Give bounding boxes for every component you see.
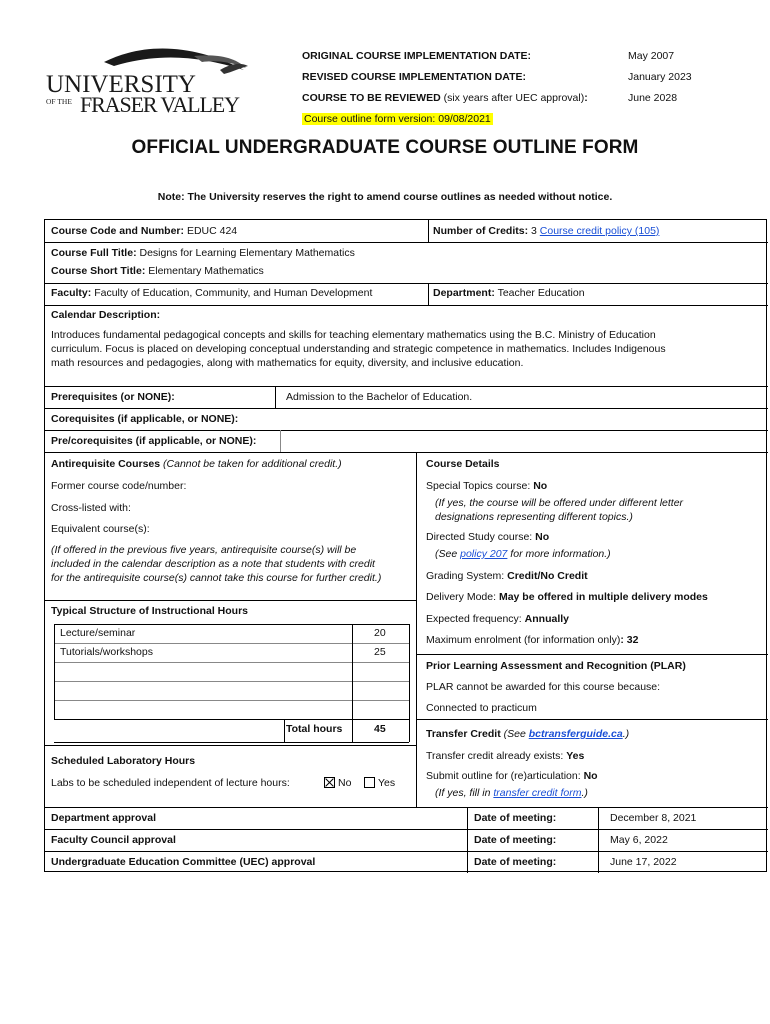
short-title-value: Elementary Mathematics xyxy=(148,265,264,277)
implementation-dates xyxy=(302,50,742,125)
total-hours-value: 45 xyxy=(374,723,386,735)
short-title-label: Course Short Title: xyxy=(51,265,146,277)
course-code-value: EDUC 424 xyxy=(186,225,238,237)
course-code-label: Course Code and Number: xyxy=(51,225,185,237)
grading-system xyxy=(426,570,588,583)
antireq-note-line: (If offered in the previous five years, antirequisite course(s) will be xyxy=(51,544,357,556)
special-topics-value: No xyxy=(533,480,548,492)
grading-value: Credit/No Credit xyxy=(507,570,588,582)
note-text: .) xyxy=(622,728,630,740)
antireq-note-line: for the antirequisite course(s) cannot take this course for further credit.) xyxy=(51,572,382,584)
transfer-exists-value: Yes xyxy=(566,750,585,762)
lab-hours-heading: Scheduled Laboratory Hours xyxy=(51,755,196,767)
page-title: OFFICIAL UNDERGRADUATE COURSE OUTLINE FORM xyxy=(131,137,639,158)
approval-date: May 6, 2022 xyxy=(610,834,668,846)
calendar-description-line: Introduces fundamental pedagogical concepts and skills for teaching elementary mathematics using the B.C. Ministry of Education xyxy=(51,329,656,341)
submit-label: Submit outline for (re)articulation: xyxy=(426,770,581,782)
special-topics xyxy=(426,480,547,493)
faculty xyxy=(51,287,372,300)
faculty-value: Faculty of Education, Community, and Human Development xyxy=(94,287,373,299)
total-hours-label: Total hours xyxy=(286,723,343,735)
approval-date-label: Date of meeting: xyxy=(474,834,557,846)
department-label: Department: xyxy=(433,287,495,299)
approval-date: June 17, 2022 xyxy=(610,856,677,868)
approval-label: Department approval xyxy=(51,812,157,824)
notice: Note: The University reserves the right to amend course outlines as needed without notice. xyxy=(157,191,613,203)
transfer-heading-label: Transfer Credit xyxy=(426,728,501,740)
transfer-credit-form-link[interactable]: transfer credit form xyxy=(493,787,582,799)
cross-listed-label: Cross-listed with: xyxy=(51,502,131,514)
submit-rearticulation xyxy=(426,770,598,783)
date-value: January 2023 xyxy=(628,71,692,83)
logo-text-university: UNIVERSITY xyxy=(46,71,196,98)
logo-text-fraser-valley: FRASER VALLEY xyxy=(80,92,240,117)
plar-heading: Prior Learning Assessment and Recognition (PLAR) xyxy=(426,660,686,672)
expected-frequency xyxy=(426,613,569,626)
note-text: .) xyxy=(581,787,588,799)
approval-label: Undergraduate Education Committee (UEC) approval xyxy=(51,856,316,868)
antireq-heading-label: Antirequisite Courses xyxy=(51,458,161,470)
course-outline-form xyxy=(44,219,767,872)
enrolment-value: : 32 xyxy=(620,634,639,646)
delivery-label: Delivery Mode: xyxy=(426,591,497,603)
instructional-hours-table xyxy=(54,624,409,744)
delivery-value: May be offered in multiple delivery modes xyxy=(498,591,708,603)
calendar-description-line: curriculum. Focus is placed on developing conceptual understanding and strategic competence in mathematics. Includes Indigenous xyxy=(51,343,666,355)
date-label-main: COURSE TO BE REVIEWED xyxy=(302,92,441,104)
grading-label: Grading System: xyxy=(426,570,505,582)
frequency-value: Annually xyxy=(524,613,569,625)
prerequisites-value: Admission to the Bachelor of Education. xyxy=(286,391,473,403)
plar-reason: Connected to practicum xyxy=(426,702,537,714)
date-label-suffix: : xyxy=(584,92,588,104)
maximum-enrolment xyxy=(426,634,638,647)
credits-value: 3 xyxy=(531,225,537,237)
form-version: Course outline form version: 09/08/2021 xyxy=(304,113,491,125)
credits-label: Number of Credits: xyxy=(433,225,529,237)
date-label-note: (six years after UEC approval) xyxy=(440,92,585,104)
antireq-note-line: included in the calendar description as a note that students with credit xyxy=(51,558,375,570)
faculty-label: Faculty: xyxy=(51,287,92,299)
full-title-value: Designs for Learning Elementary Mathematics xyxy=(139,247,355,259)
submit-value: No xyxy=(583,770,598,782)
unchecked-checkbox-icon[interactable] xyxy=(364,777,375,788)
antirequisite-heading xyxy=(51,458,342,471)
transfer-exists xyxy=(426,750,584,763)
swoosh-icon xyxy=(44,48,249,118)
checked-checkbox-icon[interactable] xyxy=(324,777,335,788)
note-text: (If yes, fill in xyxy=(435,787,494,799)
lab-yes-label: Yes xyxy=(378,777,396,789)
course-short-title xyxy=(51,265,264,278)
date-label: ORIGINAL COURSE IMPLEMENTATION DATE: xyxy=(302,50,532,62)
department-value: Teacher Education xyxy=(497,287,585,299)
note-text: for more information.) xyxy=(507,548,611,560)
note-text: (See xyxy=(503,728,529,740)
lab-no-label: No xyxy=(338,777,352,789)
bctransferguide-link[interactable]: bctransferguide.ca xyxy=(528,728,623,740)
approval-date-label: Date of meeting: xyxy=(474,856,557,868)
pre-corequisites-label: Pre/corequisites (if applicable, or NONE): xyxy=(51,435,257,447)
directed-study-label: Directed Study course: xyxy=(426,531,533,543)
date-row-review xyxy=(302,92,742,113)
special-topics-label: Special Topics course: xyxy=(426,480,531,492)
date-value: May 2007 xyxy=(628,50,675,62)
calendar-description-label: Calendar Description: xyxy=(51,309,161,321)
date-label: REVISED COURSE IMPLEMENTATION DATE: xyxy=(302,71,527,83)
equivalent-courses-label: Equivalent course(s): xyxy=(51,523,150,535)
transfer-credit-heading xyxy=(426,728,629,741)
note-text: (See xyxy=(435,548,461,560)
policy-207-link[interactable]: policy 207 xyxy=(460,548,508,560)
hours-row-value: 20 xyxy=(374,627,386,639)
credit-policy-link[interactable]: Course credit policy (105) xyxy=(539,225,660,237)
lab-hours-question: Labs to be scheduled independent of lecture hours: xyxy=(51,777,290,789)
approval-date: December 8, 2021 xyxy=(610,812,697,824)
approval-date-label: Date of meeting: xyxy=(474,812,557,824)
lab-no-option[interactable] xyxy=(324,777,351,790)
course-details-heading: Course Details xyxy=(426,458,500,470)
date-row-original xyxy=(302,50,742,71)
course-credits xyxy=(433,225,659,238)
course-full-title xyxy=(51,247,355,260)
full-title-label: Course Full Title: xyxy=(51,247,137,259)
transfer-exists-label: Transfer credit already exists: xyxy=(426,750,564,762)
course-code xyxy=(51,225,237,238)
prerequisites-label: Prerequisites (or NONE): xyxy=(51,391,175,403)
date-value: June 2028 xyxy=(628,92,678,104)
antireq-heading-note: (Cannot be taken for additional credit.) xyxy=(163,458,342,470)
hours-row-label: Lecture/seminar xyxy=(60,627,136,639)
directed-study-note xyxy=(435,548,611,561)
directed-study xyxy=(426,531,549,544)
enrolment-label: Maximum enrolment (for information only) xyxy=(426,634,621,646)
special-topics-note: designations representing different topics.) xyxy=(435,511,633,523)
instructional-hours-heading: Typical Structure of Instructional Hours xyxy=(51,605,248,617)
date-label xyxy=(302,92,628,104)
corequisites-label: Corequisites (if applicable, or NONE): xyxy=(51,413,239,425)
transfer-form-note xyxy=(435,787,588,800)
logo-text-of-the: OF THE xyxy=(46,97,72,106)
department xyxy=(433,287,585,300)
hours-row-value: 25 xyxy=(374,646,386,658)
former-course-label: Former course code/number: xyxy=(51,480,187,492)
frequency-label: Expected frequency: xyxy=(426,613,522,625)
calendar-description-line: math resources and pedagogies, along with mathematics for equity, diversity, and inclusive education. xyxy=(51,357,524,369)
university-logo xyxy=(44,48,249,118)
directed-study-value: No xyxy=(535,531,550,543)
special-topics-note: (If yes, the course will be offered under different letter xyxy=(435,497,684,509)
lab-yes-option[interactable] xyxy=(364,777,395,790)
plar-line: PLAR cannot be awarded for this course because: xyxy=(426,681,661,693)
date-row-revised xyxy=(302,71,742,92)
hours-row-label: Tutorials/workshops xyxy=(60,646,153,658)
delivery-mode xyxy=(426,591,708,604)
approval-label: Faculty Council approval xyxy=(51,834,176,846)
